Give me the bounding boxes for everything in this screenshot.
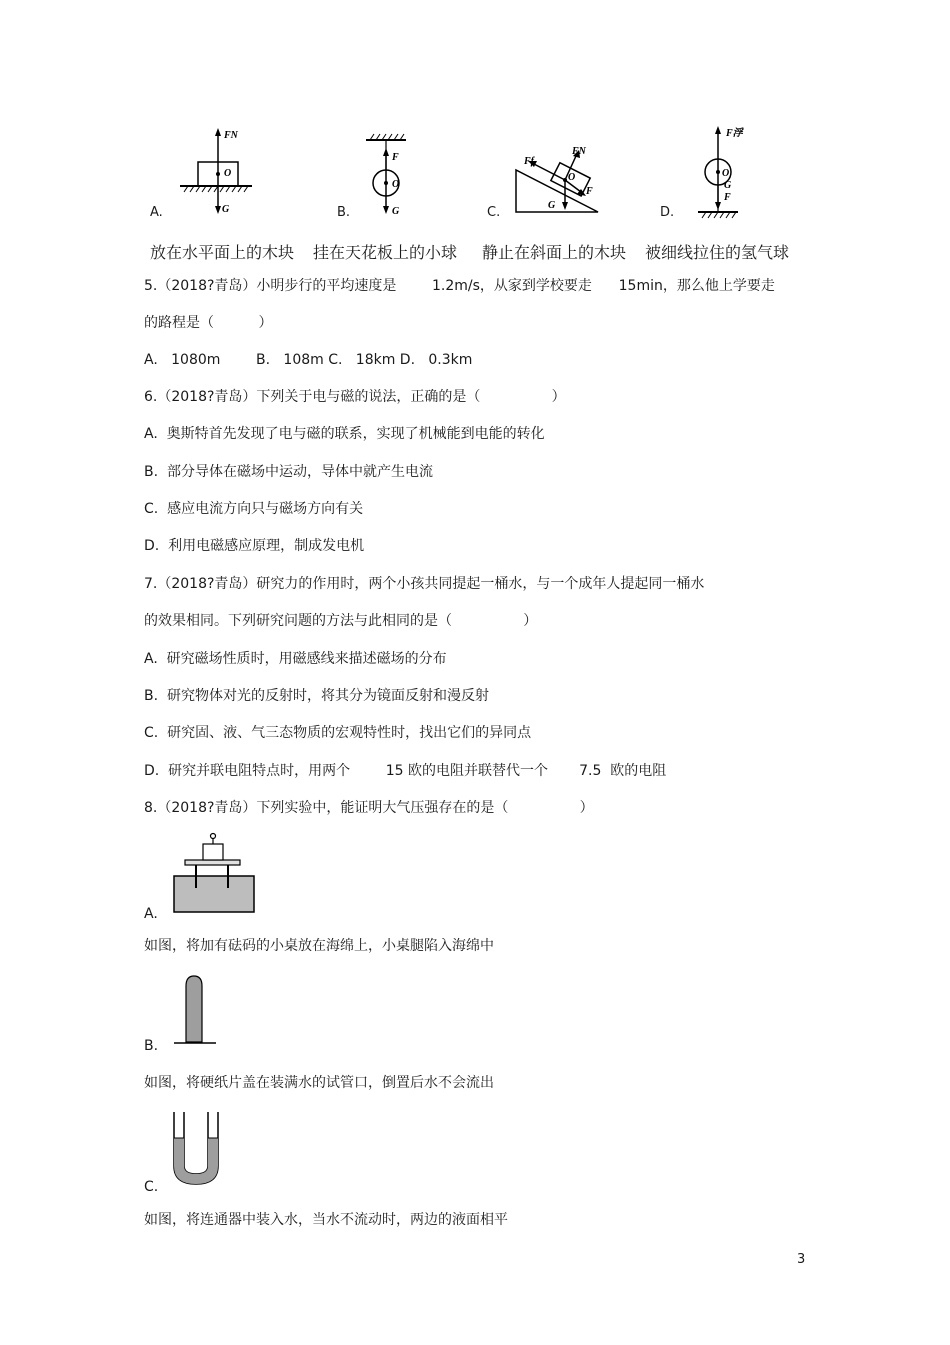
q7-option-c: C. 研究固、液、气三态物质的宏观特性时，找出它们的异同点 — [144, 725, 532, 741]
q6-option-c: C. 感应电流方向只与磁场方向有关 — [144, 501, 364, 517]
q7-option-b: B. 研究物体对光的反射时，将其分为镜面反射和漫反射 — [144, 688, 489, 704]
diagram-b-f-label: F — [392, 152, 399, 163]
diagram-b-g-label: G — [392, 206, 400, 217]
diagram-b-letter: B. — [337, 205, 351, 220]
q6-option-a: A. 奥斯特首先发现了电与磁的联系，实现了机械能到电能的转化 — [144, 426, 545, 442]
q8-figure-a-table-on-sponge — [170, 832, 260, 917]
q5-stem-line1: 5.（2018?青岛）小明步行的平均速度是 1.2m/s，从家到学校要走 15min，那么他上学要走 — [144, 278, 775, 294]
diagram-b-hanging-ball — [366, 134, 406, 217]
diagram-c-o-label: O — [568, 172, 576, 183]
diagram-d-balloon-on-string — [698, 126, 745, 218]
diagram-a-o-label: O — [224, 168, 232, 179]
diagram-a-fn-label: FN — [224, 130, 238, 141]
q7-stem-line2: 的效果相同。下列研究问题的方法与此相同的是（ ） — [144, 613, 538, 629]
diagram-a-letter: A. — [150, 205, 163, 220]
q8-option-b-label: B. — [144, 1038, 159, 1054]
q8-option-a-label: A. — [144, 906, 158, 922]
q8-option-c-text: 如图，将连通器中装入水，当水不流动时，两边的液面相平 — [144, 1212, 508, 1228]
q7-option-d: D. 研究并联电阻特点时，用两个 15 欧的电阻并联替代一个 7.5 欧的电阻 — [144, 763, 667, 779]
caption-a: 放在水平面上的木块 — [150, 243, 295, 262]
diagram-c-f-label: F — [586, 186, 593, 197]
q8-option-c-label: C. — [144, 1179, 159, 1195]
q5-stem-line2: 的路程是（ ） — [144, 315, 273, 331]
diagram-a-block-on-floor — [180, 128, 252, 215]
diagram-c-block-on-incline — [516, 146, 598, 212]
force-diagram-row — [140, 120, 800, 230]
diagram-d-ffu-label: F浮 — [726, 128, 743, 139]
q8-figure-b-inverted-test-tube — [172, 972, 222, 1047]
q6-option-b: B. 部分导体在磁场中运动，导体中就产生电流 — [144, 464, 433, 480]
force-diagrams-svg — [140, 120, 800, 230]
diagram-c-fn-label: FN — [572, 146, 586, 157]
diagram-a-g-label: G — [222, 204, 230, 215]
page-number: 3 — [797, 1252, 806, 1267]
q8-option-a-text: 如图，将加有砝码的小桌放在海绵上，小桌腿陷入海绵中 — [144, 938, 494, 954]
diagram-d-o-label: O — [722, 168, 730, 179]
diagram-c-g-label: G — [548, 200, 556, 211]
q6-option-d: D. 利用电磁感应原理，制成发电机 — [144, 538, 365, 554]
diagram-b-o-label: O — [392, 179, 400, 190]
diagram-d-g-label: G — [724, 180, 732, 191]
q8-option-b-text: 如图，将硬纸片盖在装满水的试管口，倒置后水不会流出 — [144, 1075, 494, 1091]
q8-stem: 8.（2018?青岛）下列实验中，能证明大气压强存在的是（ ） — [144, 800, 594, 816]
q5-options: A. 1080m B. 108m C. 18km D. 0.3km — [144, 352, 473, 368]
q7-stem-line1: 7.（2018?青岛）研究力的作用时，两个小孩共同提起一桶水，与一个成年人提起同一桶水 — [144, 576, 705, 592]
caption-c: 静止在斜面上的木块 — [482, 243, 627, 262]
q8-figure-c-u-tube — [168, 1108, 228, 1188]
diagram-c-letter: C. — [487, 205, 501, 220]
diagram-d-letter: D. — [660, 205, 675, 220]
caption-b: 挂在天花板上的小球 — [313, 243, 458, 262]
q7-option-a: A. 研究磁场性质时，用磁感线来描述磁场的分布 — [144, 651, 447, 667]
diagram-d-f-label: F — [724, 192, 731, 203]
q6-stem: 6.（2018?青岛）下列关于电与磁的说法，正确的是（ ） — [144, 389, 566, 405]
caption-d: 被细线拉住的氢气球 — [645, 243, 790, 262]
diagram-c-ff-label: Ff — [524, 156, 534, 167]
